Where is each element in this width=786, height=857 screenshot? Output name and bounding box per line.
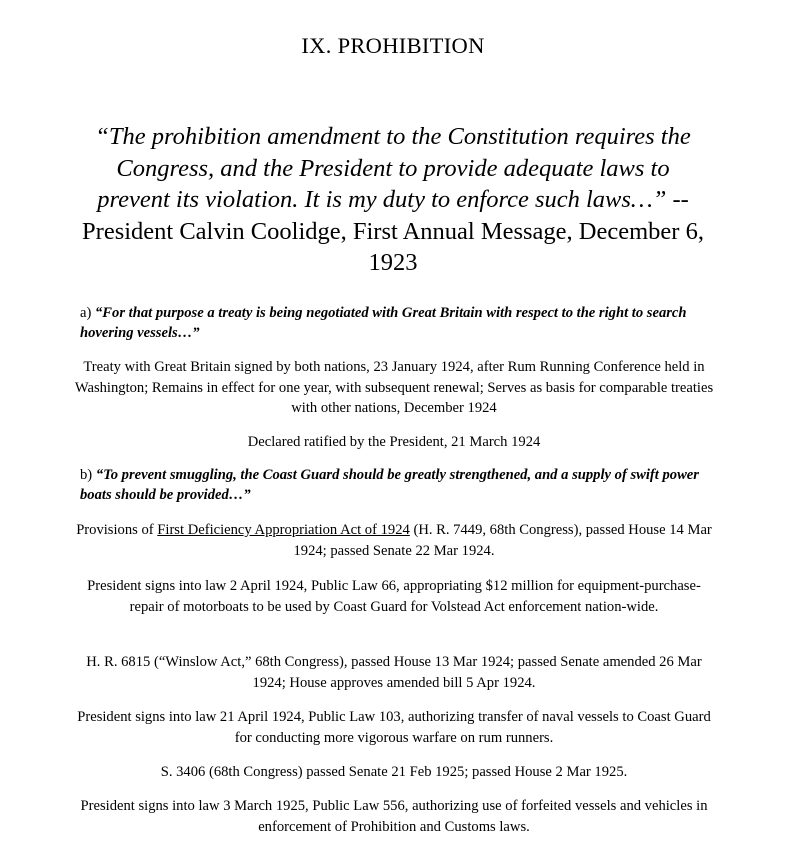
- paragraph-public-law-556: President signs into law 3 March 1925, Public Law 556, authorizing use of forfeited vessels and vehicles in enforcement of Prohibition and Customs laws.: [80, 798, 708, 835]
- epigraph: [80, 121, 706, 279]
- epigraph-quote: “The prohibition amendment to the Constitution requires the Congress, and the President to provide adequate laws to prevent its violation. It is my duty to enforce such laws…”: [95, 123, 691, 213]
- provisions-prefix: Provisions of: [76, 522, 154, 538]
- section-b-heading: [80, 466, 714, 505]
- paragraph-treaty-signed: Treaty with Great Britain signed by both nations, 23 January 1924, after Rum Running Conference held in Washington; Remains in effect for one year, with subsequent renewal; Serves as basis for comparable treaties with other nations, December 1924: [74, 359, 714, 416]
- section-label: a): [80, 305, 92, 321]
- paragraph-winslow-act: H. R. 6815 (“Winslow Act,” 68th Congress), passed House 13 Mar 1924; passed Senate amended 26 Mar 1924; House approves amended bill 5 Apr 1924.: [86, 654, 702, 691]
- section-a-heading: [80, 304, 714, 343]
- paragraph-public-law-103: President signs into law 21 April 1924, Public Law 103, authorizing transfer of naval vessels to Coast Guard for conducting more vigorous warfare on rum runners.: [77, 709, 711, 746]
- act-link[interactable]: First Deficiency Appropriation Act of 1924: [157, 522, 410, 538]
- paragraph-public-law-66: President signs into law 2 April 1924, Public Law 66, appropriating $12 million for equipment-purchase-repair of motorboats to be used by Coast Guard for Volstead Act enforcement nation-wide.: [87, 578, 701, 615]
- section-quote: “To prevent smuggling, the Coast Guard should be greatly strengthened, and a supply of swift power boats should be provided…”: [80, 467, 699, 503]
- epigraph-attribution: -- President Calvin Coolidge, First Annual Message, December 6, 1923: [82, 186, 704, 276]
- page-title: IX. PROHIBITION: [301, 33, 485, 58]
- section-label: b): [80, 467, 93, 483]
- provisions-suffix: (H. R. 7449, 68th Congress), passed House 14 Mar 1924; passed Senate 22 Mar 1924.: [293, 522, 712, 559]
- paragraph-s-3406: S. 3406 (68th Congress) passed Senate 21 Feb 1925; passed House 2 Mar 1925.: [160, 764, 628, 780]
- paragraph-treaty-ratified: Declared ratified by the President, 21 March 1924: [247, 434, 541, 450]
- section-quote: “For that purpose a treaty is being negotiated with Great Britain with respect to the right to search hovering vessels…”: [80, 305, 687, 341]
- paragraph-provisions: [74, 520, 714, 561]
